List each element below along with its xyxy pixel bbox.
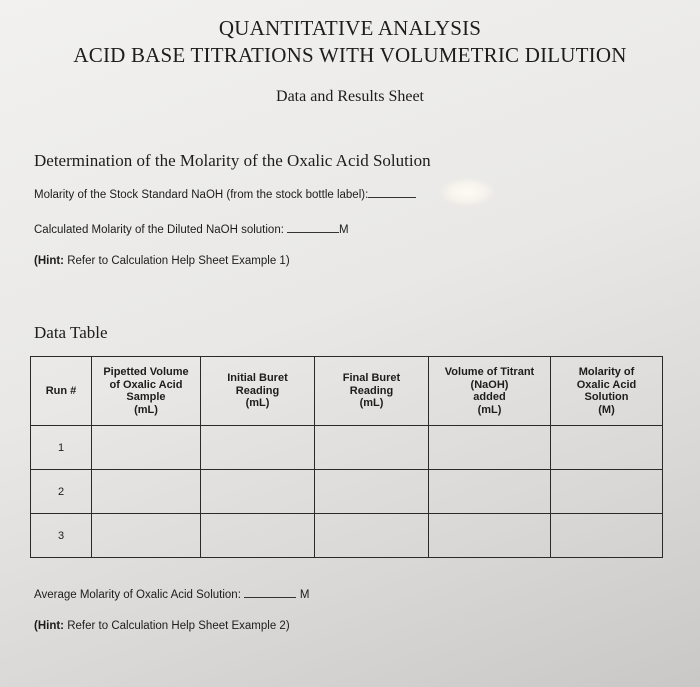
average-molarity-unit: M (299, 589, 310, 601)
col-header-run: Run # (31, 357, 92, 426)
molarity-cell[interactable] (551, 514, 663, 558)
final-buret-cell[interactable] (315, 470, 429, 514)
final-buret-cell[interactable] (315, 426, 429, 470)
diluted-molarity-unit: M (338, 224, 349, 236)
col-header-titrant-volume: Volume of Titrant (NaOH) added (mL) (429, 357, 551, 426)
diluted-molarity-blank[interactable] (287, 222, 339, 233)
stock-molarity-label: Molarity of the Stock Standard NaOH (from the stock bottle label): (34, 189, 369, 201)
paper-glare (440, 178, 494, 206)
final-buret-cell[interactable] (315, 514, 429, 558)
average-molarity-label: Average Molarity of Oxalic Acid Solution: (34, 589, 241, 601)
hint-1-text: Refer to Calculation Help Sheet Example 1) (64, 255, 290, 267)
data-table (30, 356, 663, 558)
col-header-initial-buret: Initial Buret Reading (mL) (201, 357, 315, 426)
average-molarity-line (34, 587, 309, 601)
hint-1 (34, 255, 290, 267)
run-number-cell: 3 (31, 514, 92, 558)
hint-2 (34, 620, 290, 632)
col-header-final-buret: Final Buret Reading (mL) (315, 357, 429, 426)
data-table-heading: Data Table (34, 323, 108, 342)
diluted-molarity-label: Calculated Molarity of the Diluted NaOH solution: (34, 224, 284, 236)
molarity-cell[interactable] (551, 470, 663, 514)
run-number-cell: 2 (31, 470, 92, 514)
table-row (31, 470, 663, 514)
average-molarity-blank[interactable] (244, 587, 296, 598)
titrant-volume-cell[interactable] (429, 426, 551, 470)
initial-buret-cell[interactable] (201, 514, 315, 558)
pipetted-volume-cell[interactable] (92, 426, 201, 470)
stock-molarity-blank[interactable] (368, 187, 416, 198)
initial-buret-cell[interactable] (201, 426, 315, 470)
hint-2-text: Refer to Calculation Help Sheet Example 2) (64, 620, 290, 632)
table-row (31, 426, 663, 470)
titrant-volume-cell[interactable] (429, 470, 551, 514)
diluted-molarity-line (34, 222, 349, 236)
hint-1-bold: (Hint: (34, 255, 65, 267)
run-number-cell: 1 (31, 426, 92, 470)
table-header-row (31, 357, 663, 426)
molarity-cell[interactable] (551, 426, 663, 470)
col-header-molarity: Molarity of Oxalic Acid Solution (M) (551, 357, 663, 426)
subtitle: Data and Results Sheet (276, 88, 424, 105)
pipetted-volume-cell[interactable] (92, 470, 201, 514)
table-row (31, 514, 663, 558)
hint-2-bold: (Hint: (34, 620, 65, 632)
initial-buret-cell[interactable] (201, 470, 315, 514)
pipetted-volume-cell[interactable] (92, 514, 201, 558)
title-line-1: QUANTITATIVE ANALYSIS (218, 16, 482, 40)
stock-molarity-line (34, 187, 416, 201)
molarity-section-heading: Determination of the Molarity of the Oxalic Acid Solution (34, 151, 431, 170)
title-line-2: ACID BASE TITRATIONS WITH VOLUMETRIC DILUTION (73, 43, 627, 67)
col-header-pipetted-volume: Pipetted Volume of Oxalic Acid Sample (mL) (92, 357, 201, 426)
titrant-volume-cell[interactable] (429, 514, 551, 558)
